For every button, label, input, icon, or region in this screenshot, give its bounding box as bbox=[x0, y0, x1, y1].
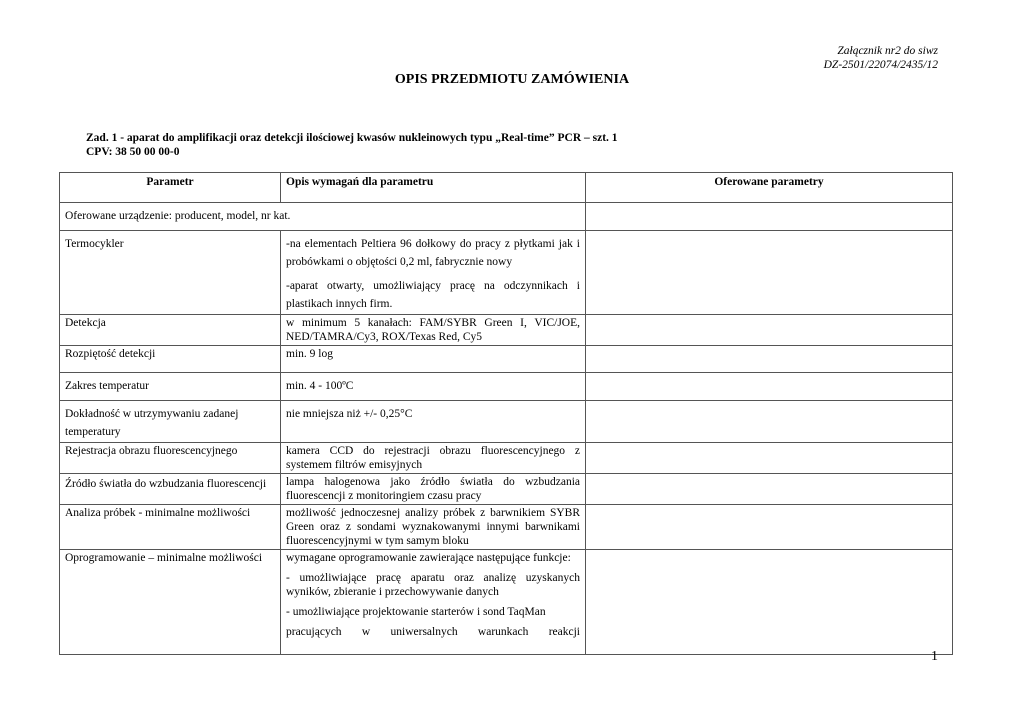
header-oferowane: Oferowane parametry bbox=[586, 173, 953, 203]
page-number: 1 bbox=[931, 649, 938, 664]
reference-number: DZ-2501/22074/2435/12 bbox=[823, 59, 938, 71]
table-header-row bbox=[60, 173, 953, 203]
desc-cell: kamera CCD do rejestracji obrazu fluorescencyjnego z systemem filtrów emisyjnych bbox=[281, 443, 586, 474]
param-cell: Rozpiętość detekcji bbox=[60, 346, 281, 373]
cpv-code: CPV: 38 50 00 00-0 bbox=[86, 146, 180, 158]
desc-cell: min. 4 - 100ºC bbox=[281, 373, 586, 401]
param-cell: Analiza próbek - minimalne możliwości bbox=[60, 505, 281, 550]
desc-cell: nie mniejsza niż +/- 0,25°C bbox=[281, 401, 586, 443]
table-row bbox=[60, 373, 953, 401]
desc-paragraph: wymagane oprogramowanie zawierające następujące funkcje: bbox=[286, 552, 571, 564]
offered-cell[interactable] bbox=[586, 401, 953, 443]
desc-paragraph: - umożliwiające pracę aparatu oraz analizę uzyskanych wyników, zbieranie i przechowywanie danych bbox=[286, 572, 580, 598]
task-description bbox=[86, 131, 618, 159]
offered-device-label: Oferowane urządzenie: producent, model, nr kat. bbox=[60, 203, 586, 231]
desc-paragraph: -aparat otwarty, umożliwiający pracę na odczynnikach i plastikach innych firm. bbox=[286, 280, 580, 310]
offered-cell[interactable] bbox=[586, 315, 953, 346]
offered-cell[interactable] bbox=[586, 505, 953, 550]
desc-paragraph: - umożliwiające projektowanie starterów i sond TaqMan bbox=[286, 606, 546, 618]
offered-cell[interactable] bbox=[586, 474, 953, 505]
desc-cell: w minimum 5 kanałach: FAM/SYBR Green I, VIC/JOE, NED/TAMRA/Cy3, ROX/Texas Red, Cy5 bbox=[281, 315, 586, 346]
desc-cell bbox=[281, 550, 586, 655]
param-cell: Oprogramowanie – minimalne możliwości bbox=[60, 550, 281, 655]
param-cell: Termocykler bbox=[60, 231, 281, 315]
specification-table bbox=[59, 172, 953, 655]
param-cell: Zakres temperatur bbox=[60, 373, 281, 401]
desc-cell: min. 9 log bbox=[281, 346, 586, 373]
table-row bbox=[60, 203, 953, 231]
offered-cell[interactable] bbox=[586, 443, 953, 474]
table-row bbox=[60, 231, 953, 315]
document-reference bbox=[824, 44, 938, 72]
table-row bbox=[60, 443, 953, 474]
table-row bbox=[60, 505, 953, 550]
page-title: OPIS PRZEDMIOTU ZAMÓWIENIA bbox=[394, 72, 630, 87]
param-cell: Rejestracja obrazu fluorescencyjnego bbox=[60, 443, 281, 474]
table-row bbox=[60, 474, 953, 505]
table-row bbox=[60, 346, 953, 373]
param-cell: Detekcja bbox=[60, 315, 281, 346]
param-cell: Źródło światła do wzbudzania fluorescencji bbox=[60, 474, 281, 505]
desc-cell bbox=[281, 231, 586, 315]
desc-paragraph: pracujących w uniwersalnych warunkach reakcji bbox=[286, 626, 580, 638]
table-row bbox=[60, 401, 953, 443]
offered-cell[interactable] bbox=[586, 550, 953, 655]
annex-label: Załącznik nr2 do siwz bbox=[837, 45, 938, 57]
desc-cell: możliwość jednoczesnej analizy próbek z barwnikiem SYBR Green oraz z sondami wyznakowanymi innymi barwnikami fluorescencyjnymi w tym samym bloku bbox=[281, 505, 586, 550]
header-opis: Opis wymagań dla parametru bbox=[281, 173, 586, 203]
table-row bbox=[60, 315, 953, 346]
table-row bbox=[60, 550, 953, 655]
task-line: Zad. 1 - aparat do amplifikacji oraz detekcji ilościowej kwasów nukleinowych typu „Real-time” PCR – szt. 1 bbox=[86, 132, 618, 144]
offered-cell[interactable] bbox=[586, 203, 953, 231]
header-parametr: Parametr bbox=[60, 173, 281, 203]
desc-cell: lampa halogenowa jako źródło światła do wzbudzania fluorescencji z monitoringiem czasu pracy bbox=[281, 474, 586, 505]
offered-cell[interactable] bbox=[586, 346, 953, 373]
desc-paragraph: -na elementach Peltiera 96 dołkowy do pracy z płytkami jak i probówkami o objętości 0,2 ml, fabrycznie nowy bbox=[286, 238, 580, 268]
param-cell: Dokładność w utrzymywaniu zadanej temperatury bbox=[60, 401, 281, 443]
offered-cell[interactable] bbox=[586, 373, 953, 401]
offered-cell[interactable] bbox=[586, 231, 953, 315]
